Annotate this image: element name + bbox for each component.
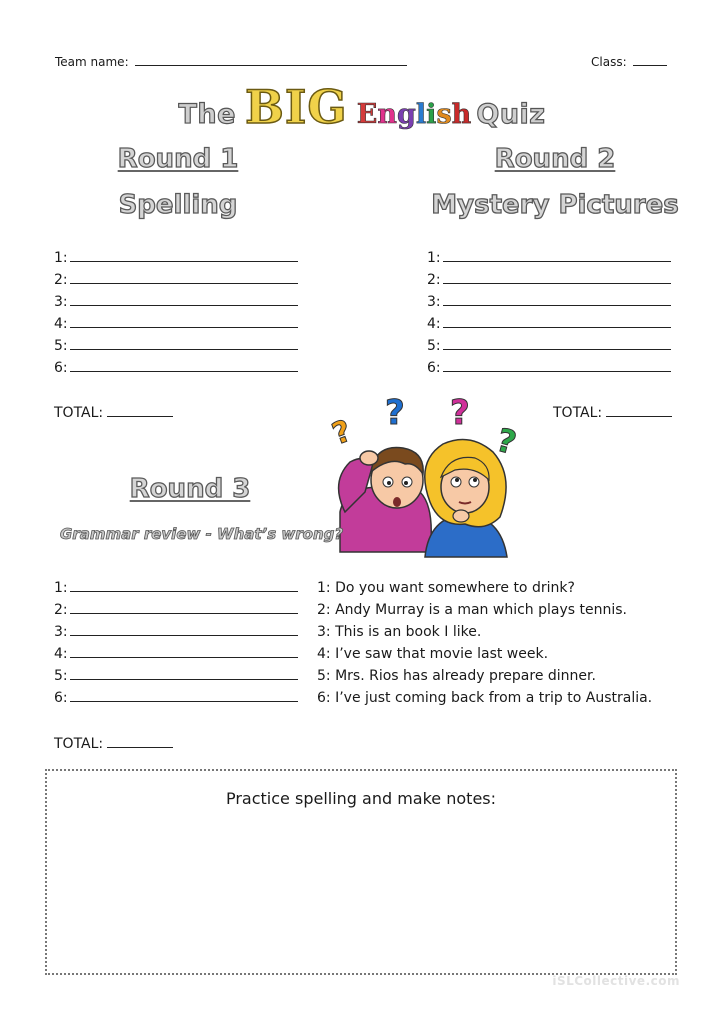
confused-kids-illustration <box>325 392 530 562</box>
grammar-sentence: 6: I’ve just coming back from a trip to Australia. <box>317 690 653 706</box>
total-label: TOTAL: <box>54 405 104 421</box>
watermark: iSLCollective.com <box>552 974 680 988</box>
answer-row: 2: <box>54 269 298 291</box>
answer-row: 4: <box>54 313 298 335</box>
answer-row: 6: <box>54 687 298 709</box>
answer-row: 5: <box>427 335 671 357</box>
answer-blank[interactable] <box>443 291 671 306</box>
round1-subtitle: Spelling <box>118 190 238 220</box>
answer-blank[interactable] <box>70 665 298 680</box>
answer-row: 6: <box>427 357 671 379</box>
notes-title: Practice spelling and make notes: <box>225 789 497 808</box>
answer-blank[interactable] <box>70 621 298 636</box>
grammar-sentence: 3: This is an book I like. <box>317 624 482 640</box>
class-blank[interactable] <box>633 53 667 66</box>
class-field <box>591 53 667 69</box>
answer-blank[interactable] <box>443 313 671 328</box>
round1-total <box>54 402 173 421</box>
title-big: BIG <box>245 80 348 134</box>
round2-label: Round 2 <box>494 144 616 174</box>
answer-row: 2: <box>54 599 298 621</box>
question-mark-icon: ? <box>492 420 521 463</box>
title-english-letter: h <box>451 99 472 130</box>
round3-subtitle: Grammar review - What’s wrong? <box>60 525 344 543</box>
answer-blank[interactable] <box>70 687 298 702</box>
round3-answer-list <box>54 577 298 709</box>
answer-blank[interactable] <box>70 357 298 372</box>
title-english-letter: n <box>377 99 398 130</box>
team-name-label: Team name: <box>55 55 129 69</box>
title-english-letter: l <box>415 99 427 130</box>
answer-row: 3: <box>54 621 298 643</box>
total-blank[interactable] <box>107 733 173 748</box>
grammar-sentence: 1: Do you want somewhere to drink? <box>317 580 575 596</box>
notes-box[interactable] <box>45 769 677 975</box>
question-mark-icon: ? <box>385 393 405 433</box>
title-english-letter: i <box>426 99 437 130</box>
team-name-blank[interactable] <box>135 53 407 66</box>
title-english-letter: E <box>356 99 378 130</box>
answer-blank[interactable] <box>70 291 298 306</box>
round1-answer-list <box>54 247 298 379</box>
grammar-sentence: 5: Mrs. Rios has already prepare dinner. <box>317 668 596 684</box>
question-mark-icon: ? <box>450 393 470 433</box>
grammar-sentence: 2: Andy Murray is a man which plays tennis. <box>317 602 627 618</box>
title-english-letter: g <box>397 99 416 130</box>
question-mark-icon: ? <box>327 413 357 453</box>
answer-blank[interactable] <box>70 269 298 284</box>
answer-blank[interactable] <box>443 335 671 350</box>
answer-blank[interactable] <box>443 247 671 262</box>
answer-row: 5: <box>54 665 298 687</box>
class-label: Class: <box>591 55 627 69</box>
total-blank[interactable] <box>606 402 672 417</box>
total-label: TOTAL: <box>553 405 603 421</box>
answer-blank[interactable] <box>70 577 298 592</box>
answer-blank[interactable] <box>70 313 298 328</box>
answer-blank[interactable] <box>443 269 671 284</box>
answer-row: 4: <box>54 643 298 665</box>
round3-label: Round 3 <box>129 474 251 504</box>
answer-blank[interactable] <box>443 357 671 372</box>
title-english <box>357 99 472 130</box>
answer-blank[interactable] <box>70 335 298 350</box>
boy-figure <box>339 448 432 553</box>
title-quiz: Quiz <box>476 99 546 130</box>
team-name-field <box>55 53 407 69</box>
round3-total <box>54 733 173 752</box>
answer-row: 3: <box>54 291 298 313</box>
round1-label: Round 1 <box>117 144 239 174</box>
answer-row: 3: <box>427 291 671 313</box>
answer-row: 5: <box>54 335 298 357</box>
answer-blank[interactable] <box>70 599 298 614</box>
total-label: TOTAL: <box>54 736 104 752</box>
title-the: The <box>178 99 236 130</box>
answer-row: 1: <box>54 247 298 269</box>
answer-row: 4: <box>427 313 671 335</box>
answer-row: 1: <box>427 247 671 269</box>
round2-total <box>553 402 672 421</box>
round2-answer-list <box>427 247 671 379</box>
answer-blank[interactable] <box>70 643 298 658</box>
total-blank[interactable] <box>107 402 173 417</box>
title-english-letter: s <box>436 99 452 130</box>
round2-subtitle: Mystery Pictures <box>431 190 679 220</box>
answer-row: 2: <box>427 269 671 291</box>
quiz-title <box>0 80 724 134</box>
grammar-sentence-list <box>317 577 652 709</box>
girl-figure <box>425 440 507 558</box>
answer-blank[interactable] <box>70 247 298 262</box>
answer-row: 6: <box>54 357 298 379</box>
grammar-sentence: 4: I’ve saw that movie last week. <box>317 646 549 662</box>
answer-row: 1: <box>54 577 298 599</box>
